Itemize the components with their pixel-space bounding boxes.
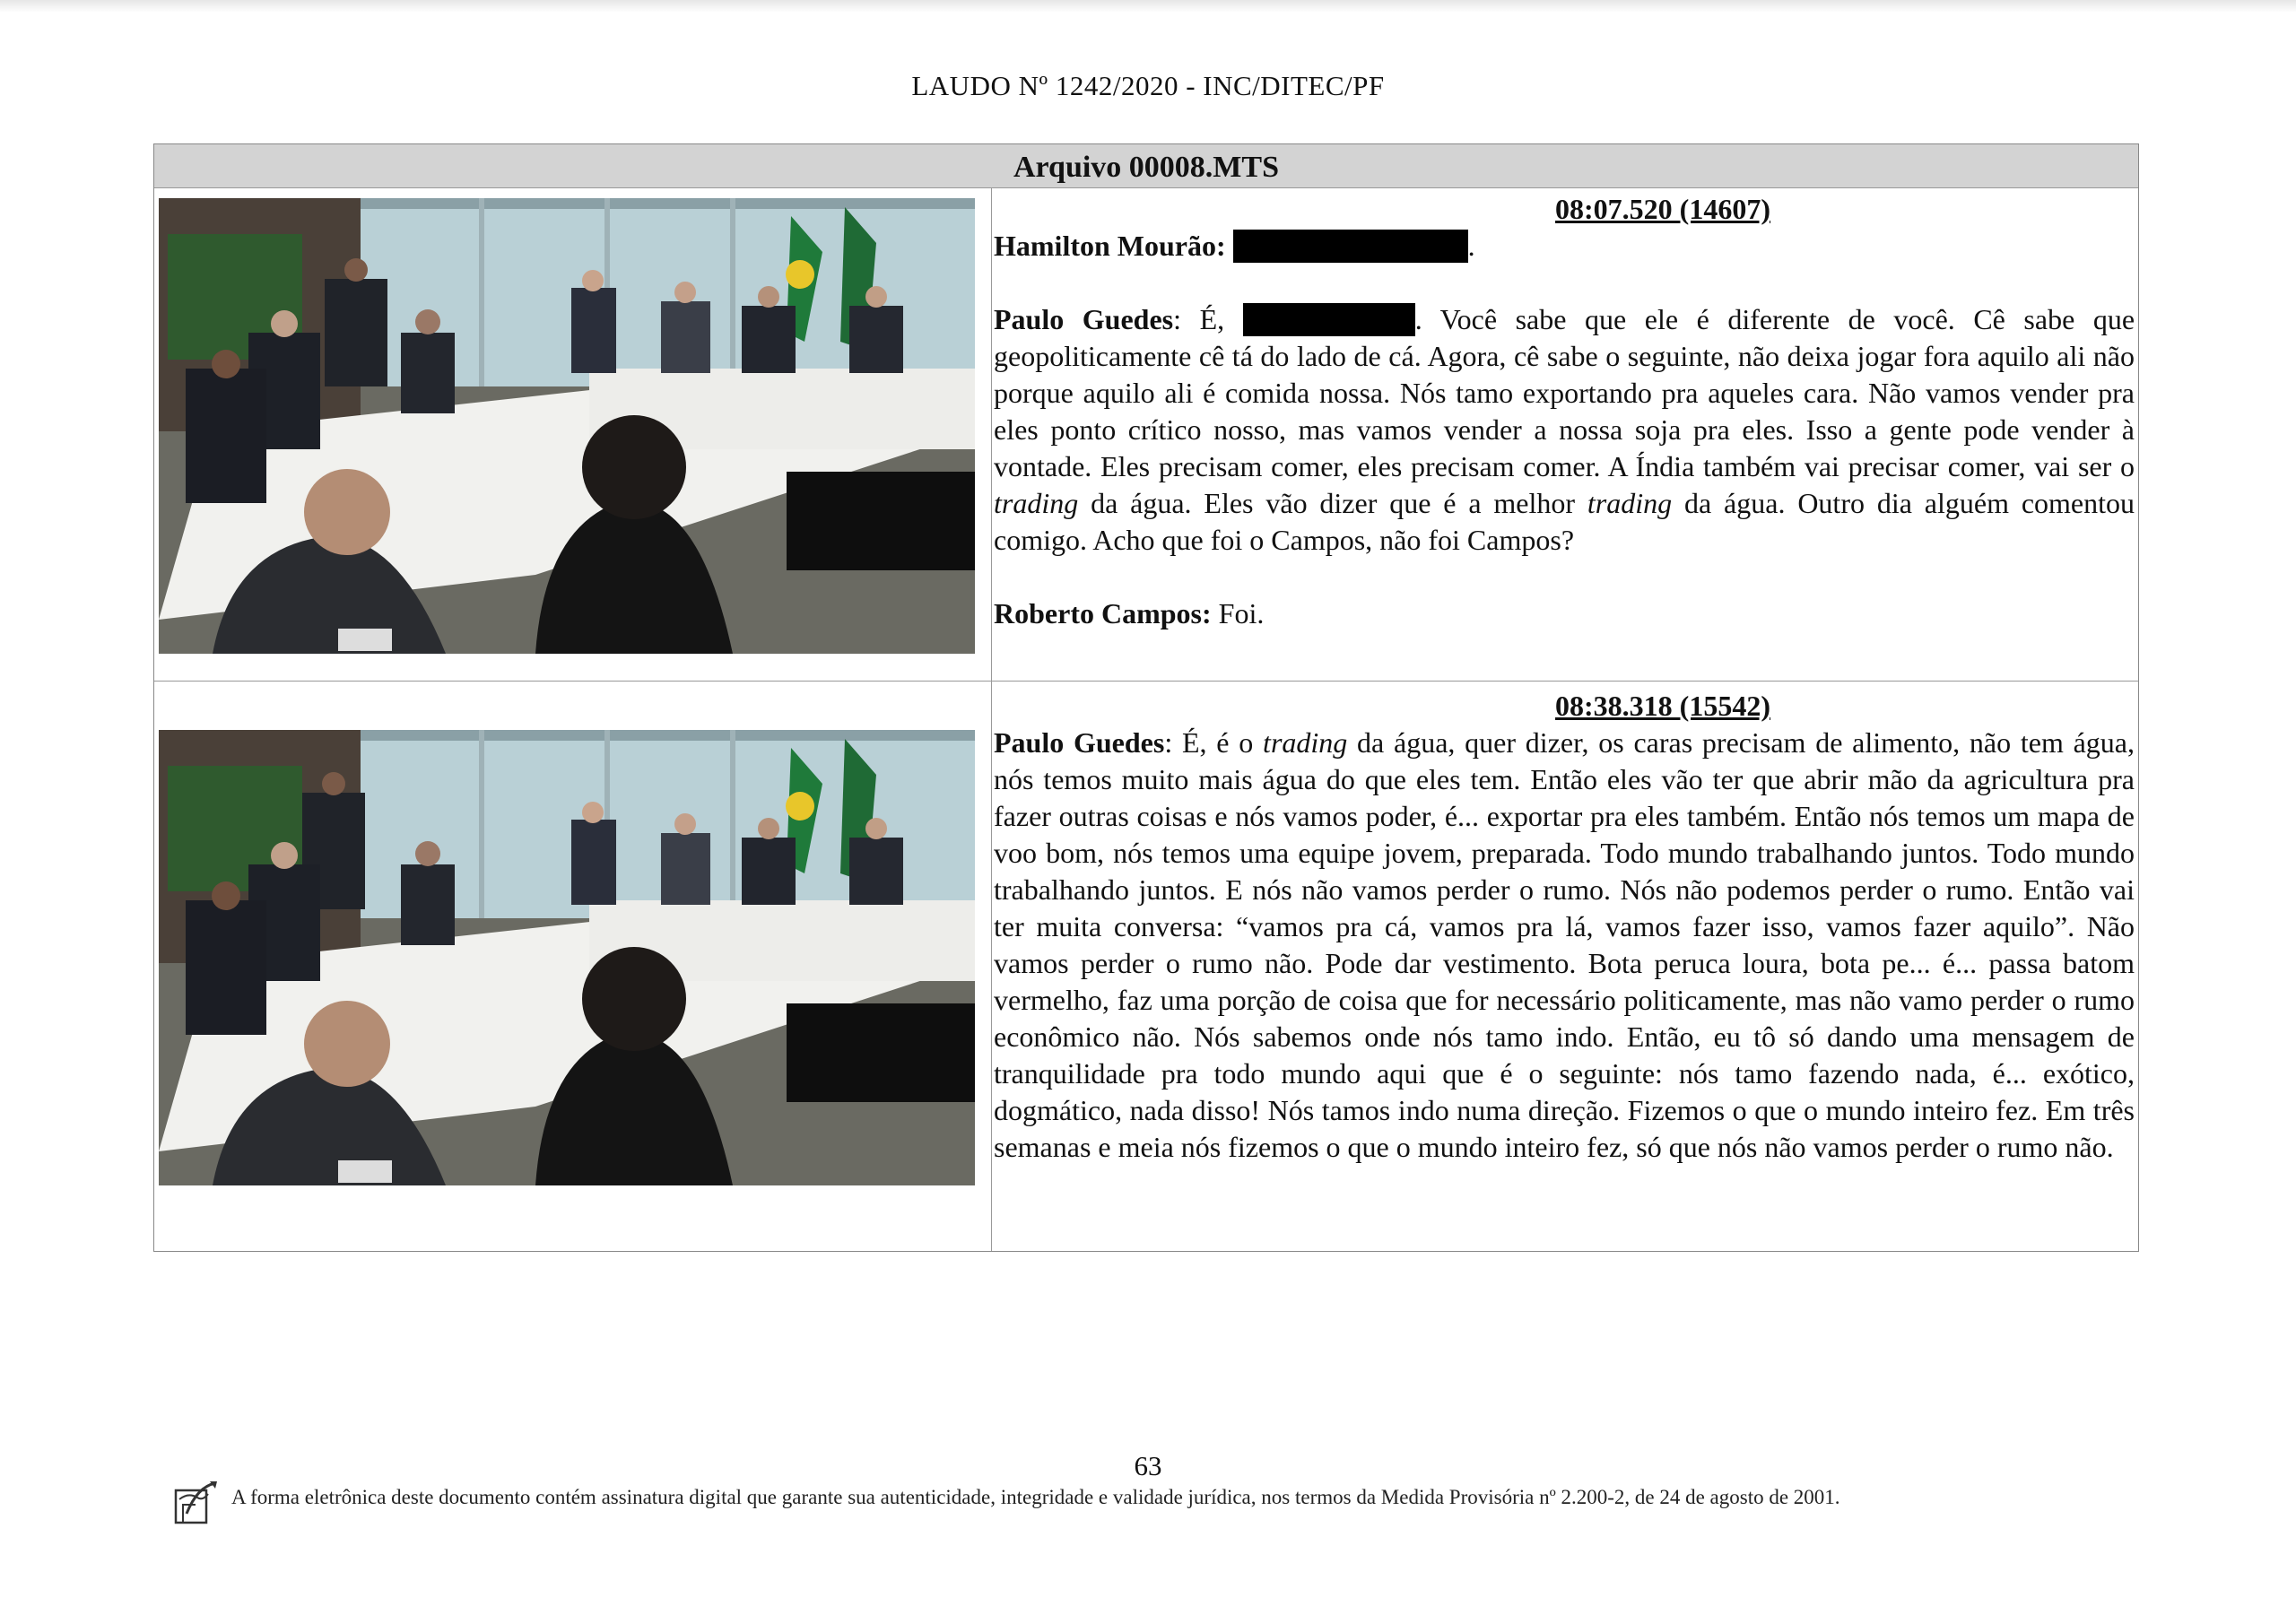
transcript-table bbox=[153, 143, 2139, 1252]
scan-edge bbox=[0, 0, 2296, 13]
utterance bbox=[994, 228, 2135, 265]
digital-signature-notice: A forma eletrônica deste documento contém assinatura digital que garante sua autenticidade, integridade e validade jurídica, nos termos da Medida Provisória nº 2.200-2, de 24 de agosto de 2001. bbox=[231, 1486, 1840, 1508]
utterance-text: Foi. bbox=[1211, 597, 1265, 630]
speaker-name: Paulo Guedes bbox=[994, 303, 1174, 335]
file-name-header: Arquivo 00008.MTS bbox=[154, 144, 2138, 188]
utterance-text: da água. Outro dia alguém comentou comigo. Acho que foi o Campos, não foi Campos? bbox=[994, 487, 2135, 556]
video-frame-2 bbox=[159, 730, 975, 1185]
column-divider bbox=[991, 187, 992, 1251]
italic-term: trading bbox=[994, 487, 1079, 519]
utterance bbox=[994, 725, 2135, 1166]
digital-signature-icon bbox=[170, 1478, 221, 1528]
italic-term: trading bbox=[1587, 487, 1673, 519]
utterance-text: : É, é o bbox=[1164, 726, 1264, 759]
timecode: 08:38.318 (15542) bbox=[1555, 690, 1770, 722]
utterance-text: : É, bbox=[1173, 303, 1243, 335]
redaction-block bbox=[1233, 230, 1468, 263]
utterance bbox=[994, 301, 2135, 559]
row-divider bbox=[154, 681, 2138, 682]
video-frame-1 bbox=[159, 198, 975, 654]
utterance-text: da água. Eles vão dizer que é a melhor bbox=[1078, 487, 1587, 519]
utterance-text: . bbox=[1467, 230, 1475, 262]
speaker-name: Roberto Campos: bbox=[994, 597, 1212, 630]
speaker-name: Paulo Guedes bbox=[994, 726, 1165, 759]
utterance bbox=[994, 595, 2135, 632]
redaction-block bbox=[1243, 303, 1415, 336]
page-number: 63 bbox=[1134, 1450, 1162, 1481]
report-title: LAUDO Nº 1242/2020 - INC/DITEC/PF bbox=[911, 70, 1385, 101]
italic-term: trading bbox=[1263, 726, 1348, 759]
utterance-text: . Você sabe que ele é diferente de você. Cê sabe que geopoliticamente cê tá do lado de cá. Agora, cê sabe o seguinte, não deixa jogar fora aquilo ali não porque aquilo ali é comida nossa. Nós tamo exportando pra aqueles cara. Não vamos vender pra eles ponto crítico nosso, mas vamos vender a nossa soja pra eles. Isso a gente pode vender à vontade. Eles precisam comer, eles precisam comer. A Índia também vai precisar comer, vai ser o bbox=[994, 303, 2135, 482]
transcript-cell-2 bbox=[994, 688, 2135, 1166]
utterance-text: da água, quer dizer, os caras precisam de alimento, não tem água, nós temos muito mais água do que eles tem. Então eles vão ter que abrir mão da agricultura pra fazer outras coisas e nós vamos poder, é... exportar pra eles também. Então nós temos um mapa de voo bom, nós temos uma equipe jovem, preparada. Todo mundo trabalhando juntos. Todo mundo trabalhando juntos. E nós não vamos perder o rumo. Nós não podemos perder o rumo. Então vai ter muita conversa: “vamos pra cá, vamos pra lá, vamos fazer isso, vamos fazer aquilo”. Não vamos perder o rumo não. Pode dar vestimento. Bota peruca loura, bota pe... é... passa batom vermelho, faz uma porção de coisa que for necessário politicamente, mas não vamo perder o rumo econômico não. Nós sabemos onde nós tamo indo. Então, eu tô só dando uma mensagem de tranquilidade pra todo mundo aqui que é o seguinte: nós tamo fazendo nada, é... exótico, dogmático, nada disso! Nós tamos indo numa direção. Fizemos o que o mundo inteiro fez. Em três semanas e meia nós fizemos o que o mundo inteiro fez, só que nós não vamos perder o rumo não. bbox=[994, 726, 2135, 1163]
timecode: 08:07.520 (14607) bbox=[1555, 193, 1770, 225]
speaker-name: Hamilton Mourão: bbox=[994, 230, 1226, 262]
transcript-cell-1 bbox=[994, 191, 2135, 632]
